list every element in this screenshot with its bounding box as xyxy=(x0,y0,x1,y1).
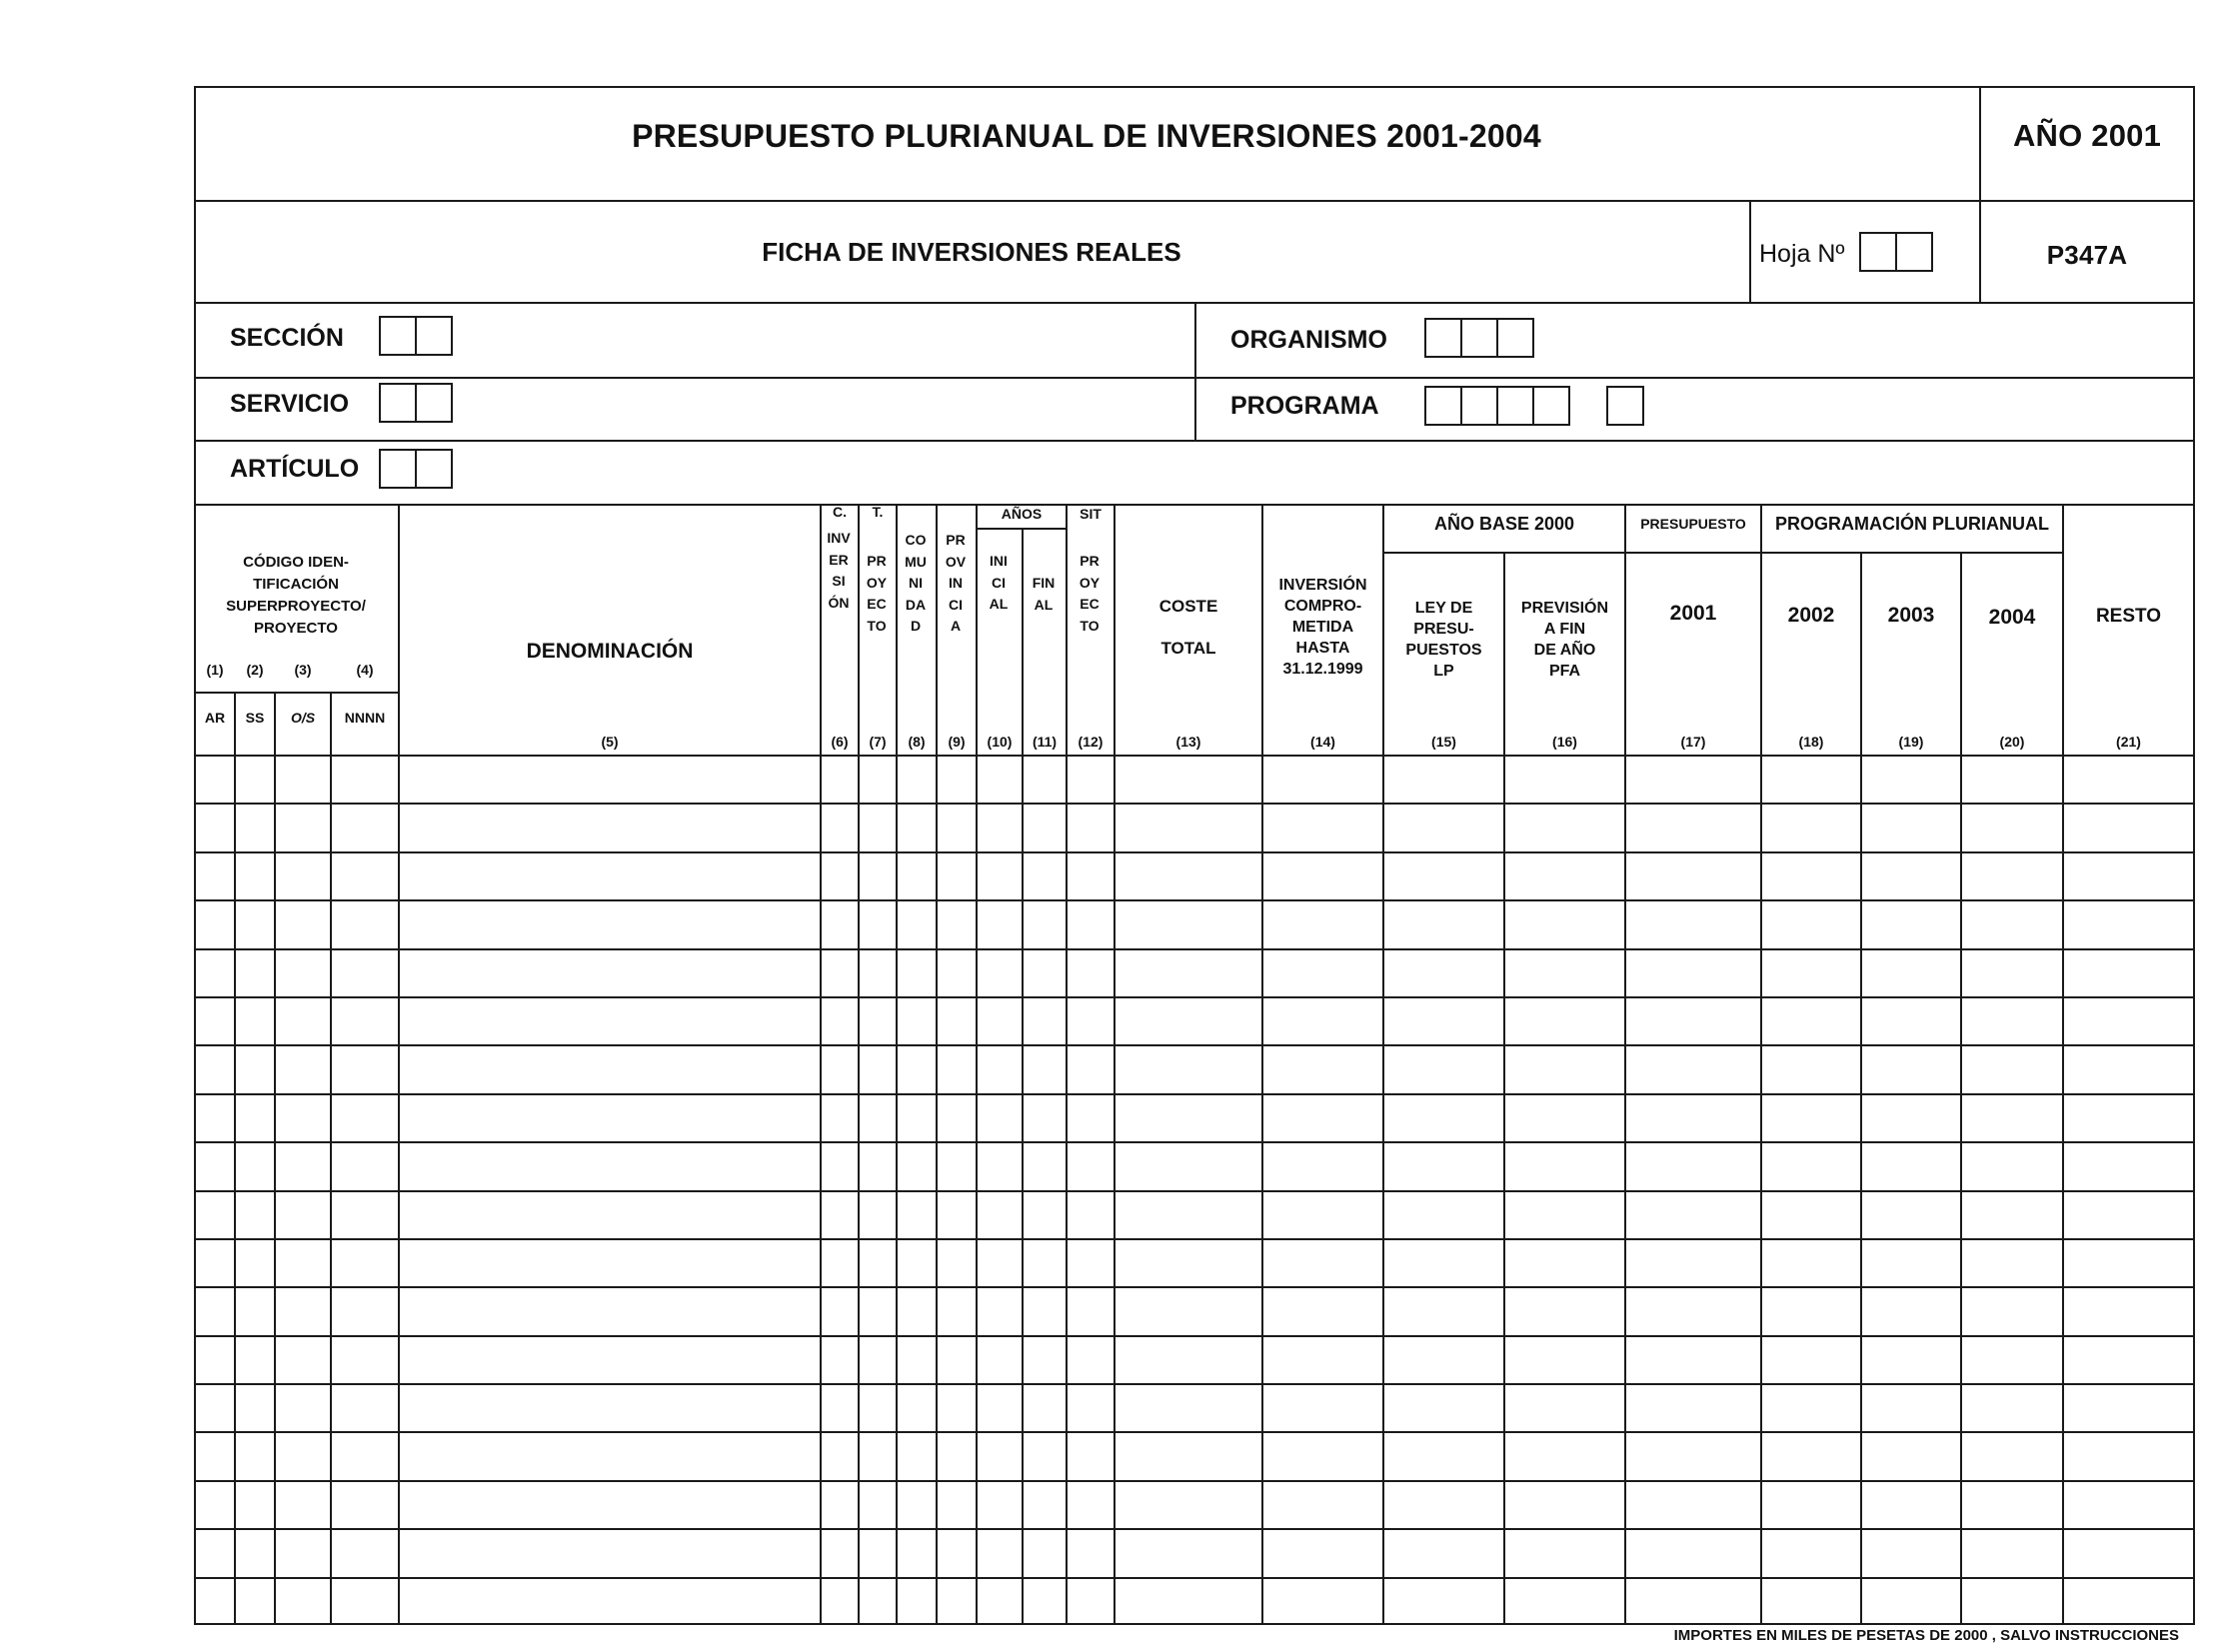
col-div-19 xyxy=(1960,552,1962,1625)
col-div-7 xyxy=(896,504,898,1625)
table-row-line xyxy=(194,1480,2195,1482)
inicial-vertical: INICIAL xyxy=(989,553,1009,613)
presupuesto-line xyxy=(1624,552,1760,554)
code-num-2: (2) xyxy=(246,662,264,678)
anos-line xyxy=(976,528,1066,530)
table-row-line xyxy=(194,1335,2195,1337)
col-div-ss xyxy=(274,692,276,1625)
programacion-line xyxy=(1760,552,2062,554)
table-row-line xyxy=(194,1528,2195,1530)
table-row-line xyxy=(194,1044,2195,1046)
form-year: AÑO 2001 xyxy=(2012,118,2162,153)
table-row-line xyxy=(194,1141,2195,1143)
t-label: T. xyxy=(872,504,884,520)
col-num-10: (10) xyxy=(987,734,1013,750)
hoja-divider xyxy=(1749,200,1751,302)
articulo-box-1[interactable] xyxy=(379,449,417,489)
proyecto-vertical: PROYECTO xyxy=(866,553,888,634)
table-row-line xyxy=(194,1577,2195,1579)
organismo-box-2[interactable] xyxy=(1460,318,1498,358)
col-num-14: (14) xyxy=(1310,734,1335,750)
table-row-line xyxy=(194,996,2195,998)
organismo-box-1[interactable] xyxy=(1424,318,1462,358)
servicio-label: SERVICIO xyxy=(230,390,350,418)
programa-label: PROGRAMA xyxy=(1230,392,1379,420)
col-num-11: (11) xyxy=(1032,734,1058,750)
year-2002-header: 2002 xyxy=(1787,604,1835,627)
seccion-box-2[interactable] xyxy=(415,316,453,356)
ident-line-1 xyxy=(194,377,2195,379)
title-bottom-line xyxy=(194,200,2195,202)
ley-presupuestos-header: LEY DE PRESU- PUESTOS LP xyxy=(1405,600,1482,680)
comunidad-vertical: COMUNIDAD xyxy=(905,532,927,635)
code-sub-ar: AR xyxy=(204,710,226,726)
col-div-10 xyxy=(1022,528,1024,1625)
articulo-label: ARTÍCULO xyxy=(230,455,360,483)
sit-proyecto-vertical: PROYECTO xyxy=(1079,553,1101,634)
col-div-18 xyxy=(1860,552,1862,1625)
hoja-box-2[interactable] xyxy=(1895,232,1933,272)
programa-box-5[interactable] xyxy=(1606,386,1644,426)
organismo-box-3[interactable] xyxy=(1496,318,1534,358)
sit-label: SIT xyxy=(1080,506,1102,522)
col-div-16 xyxy=(1624,504,1626,1625)
inversion-vertical: INVERSIÓN xyxy=(827,530,851,611)
table-row-line xyxy=(194,899,2195,901)
ident-line-3 xyxy=(194,504,2195,506)
programacion-header: PROGRAMACIÓN PLURIANUAL xyxy=(1775,514,2049,534)
hoja-label: Hoja Nº xyxy=(1759,240,1845,268)
organismo-label: ORGANISMO xyxy=(1230,326,1387,354)
col-div-8 xyxy=(936,504,938,1625)
prevision-header: PREVISIÓN A FIN DE AÑO PFA xyxy=(1520,600,1609,680)
col-div-code xyxy=(398,504,400,1625)
table-row-line xyxy=(194,1431,2195,1433)
col-num-6: (6) xyxy=(831,734,849,750)
header-bottom-line xyxy=(194,755,2195,757)
code-num-4: (4) xyxy=(356,662,374,678)
form-code: P347A xyxy=(2046,240,2128,270)
ident-line-2 xyxy=(194,440,2195,442)
footer-note: IMPORTES EN MILES DE PESETAS DE 2000 , SALVO INSTRUCCIONES xyxy=(1673,1627,2179,1644)
col-num-15: (15) xyxy=(1431,734,1456,750)
servicio-box-1[interactable] xyxy=(379,383,417,423)
hoja-box-1[interactable] xyxy=(1859,232,1897,272)
col-num-20: (20) xyxy=(1999,734,2025,750)
col-num-7: (7) xyxy=(869,734,887,750)
servicio-box-2[interactable] xyxy=(415,383,453,423)
col-div-6 xyxy=(858,504,860,1625)
year-2001-header: 2001 xyxy=(1669,602,1717,625)
col-div-11 xyxy=(1066,504,1068,1625)
table-row-line xyxy=(194,1286,2195,1288)
table-row-line xyxy=(194,1238,2195,1240)
codigo-header: CÓDIGO IDEN- TIFICACIÓN SUPERPROYECTO/ PROYECTO xyxy=(226,554,366,637)
ano-base-header: AÑO BASE 2000 xyxy=(1433,514,1575,534)
col-div-9 xyxy=(976,504,978,1625)
year-2004-header: 2004 xyxy=(1988,606,2036,629)
col-div-ar xyxy=(234,692,236,1625)
code-sub-os: O/S xyxy=(290,710,316,726)
col-num-17: (17) xyxy=(1680,734,1706,750)
col-div-20 xyxy=(2062,504,2064,1625)
c-label: C. xyxy=(833,504,847,520)
programa-box-4[interactable] xyxy=(1532,386,1570,426)
code-num-1: (1) xyxy=(206,662,224,678)
col-num-13: (13) xyxy=(1175,734,1201,750)
table-row-line xyxy=(194,948,2195,950)
year-2003-header: 2003 xyxy=(1887,604,1935,627)
inversion-comprometida-header: INVERSIÓN COMPRO- METIDA HASTA 31.12.1999 xyxy=(1278,577,1367,678)
table-row-line xyxy=(194,851,2195,853)
col-num-8: (8) xyxy=(908,734,926,750)
coste-total-header: COSTE TOTAL xyxy=(1158,597,1218,658)
form-subtitle: FICHA DE INVERSIONES REALES xyxy=(762,237,1181,267)
code-sub-ss: SS xyxy=(245,710,265,726)
col-div-17 xyxy=(1760,504,1762,1625)
code-sub-nnnn: NNNN xyxy=(344,710,386,726)
anos-label: AÑOS xyxy=(1001,506,1043,522)
denominacion-header: DENOMINACIÓN xyxy=(526,640,694,663)
col-num-12: (12) xyxy=(1078,734,1104,750)
table-row-line xyxy=(194,1383,2195,1385)
table-row-line xyxy=(194,803,2195,805)
col-div-15 xyxy=(1503,552,1505,1625)
programa-box-2[interactable] xyxy=(1460,386,1498,426)
provincia-vertical: PROVINCIA xyxy=(945,532,967,635)
form-title: PRESUPUESTO PLURIANUAL DE INVERSIONES 2001-2004 xyxy=(632,118,1541,154)
resto-header: RESTO xyxy=(2095,606,2162,627)
programa-box-1[interactable] xyxy=(1424,386,1462,426)
code-sub-line xyxy=(194,692,398,694)
table-row-line xyxy=(194,1190,2195,1192)
ident-divider xyxy=(1194,302,1196,440)
col-div-os xyxy=(330,692,332,1625)
seccion-box-1[interactable] xyxy=(379,316,417,356)
col-div-den xyxy=(820,504,822,1625)
presupuesto-header: PRESUPUESTO xyxy=(1640,516,1746,532)
articulo-box-2[interactable] xyxy=(415,449,453,489)
programa-box-3[interactable] xyxy=(1496,386,1534,426)
final-vertical: FINAL xyxy=(1032,575,1056,613)
col-num-16: (16) xyxy=(1552,734,1577,750)
col-num-19: (19) xyxy=(1898,734,1924,750)
seccion-label: SECCIÓN xyxy=(230,324,344,352)
col-num-21: (21) xyxy=(2116,734,2141,750)
col-div-12 xyxy=(1113,504,1115,1625)
code-num-3: (3) xyxy=(294,662,312,678)
col-num-5: (5) xyxy=(601,734,619,750)
col-num-9: (9) xyxy=(948,734,966,750)
table-row-line xyxy=(194,1093,2195,1095)
col-num-18: (18) xyxy=(1798,734,1824,750)
